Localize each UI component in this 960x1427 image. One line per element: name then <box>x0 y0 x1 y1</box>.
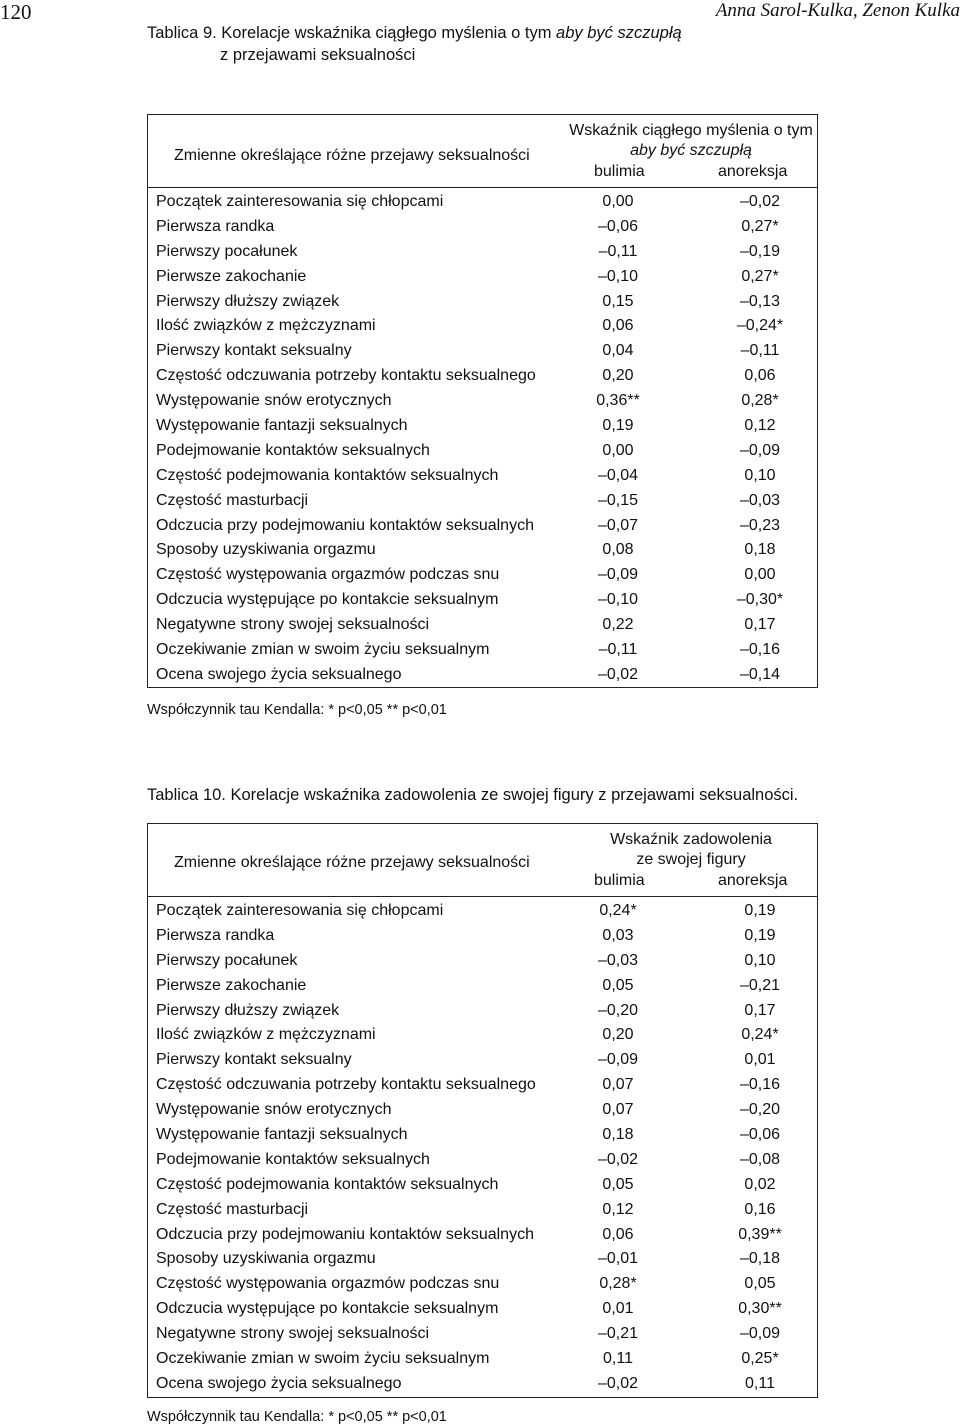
row-label: Negatywne strony swojej seksualności <box>156 616 430 634</box>
anoreksja-value: 0,17 <box>744 1001 776 1019</box>
anoreksja-value: –0,13 <box>739 292 781 310</box>
bulimia-value: 0,03 <box>602 926 634 944</box>
table10-body <box>148 897 817 1397</box>
table-row <box>148 190 817 215</box>
table10-caption: Tablica 10. Korelacje wskaźnika zadowolenia ze swojej figury z przejawami seksualności. <box>147 786 799 804</box>
row-label: Oczekiwanie zmian w swoim życiu seksualnym <box>156 641 490 659</box>
anoreksja-value: 0,30** <box>738 1300 782 1318</box>
bulimia-value: 0,20 <box>602 367 634 385</box>
anoreksja-value: 0,02 <box>744 1175 776 1193</box>
bulimia-value: –0,02 <box>597 1374 639 1392</box>
table-row <box>148 414 817 439</box>
table10-col-bulimia: bulimia <box>594 872 645 889</box>
table-row <box>148 1272 817 1297</box>
bulimia-value: 0,08 <box>602 541 634 559</box>
anoreksja-value: 0,01 <box>744 1051 776 1069</box>
bulimia-value: 0,01 <box>602 1300 634 1318</box>
row-label: Częstość występowania orgazmów podczas snu <box>156 1275 500 1293</box>
row-label: Ilość związków z mężczyznami <box>156 1026 376 1044</box>
bulimia-value: –0,09 <box>597 566 639 584</box>
anoreksja-value: 0,12 <box>744 417 776 435</box>
table-row <box>148 240 817 265</box>
table-row <box>148 1297 817 1322</box>
table-row <box>148 389 817 414</box>
row-label: Początek zainteresowania się chłopcami <box>156 193 444 210</box>
row-label: Pierwsza randka <box>156 217 275 235</box>
table-row <box>148 1347 817 1372</box>
table10-header-index-line1: Wskaźnik zadowolenia <box>610 831 772 848</box>
table9-col-bulimia: bulimia <box>594 163 645 180</box>
table9-caption-line2: z przejawami seksualności <box>220 46 416 64</box>
bulimia-value: –0,04 <box>597 466 639 484</box>
bulimia-value: –0,09 <box>597 1051 639 1069</box>
table-row <box>148 638 817 663</box>
row-label: Częstość odczuwania potrzeby kontaktu seksualnego <box>156 1076 536 1094</box>
bulimia-value: 0,15 <box>602 292 634 310</box>
table9-caption-italic: aby być szczupłą <box>556 24 682 42</box>
anoreksja-value: –0,21 <box>739 976 781 994</box>
row-label: Występowanie fantazji seksualnych <box>156 417 408 435</box>
table-row <box>148 265 817 290</box>
bulimia-value: –0,21 <box>597 1325 639 1343</box>
row-label: Pierwszy pocałunek <box>156 951 298 969</box>
anoreksja-value: 0,19 <box>744 902 776 919</box>
table-row <box>148 899 817 924</box>
row-label: Sposoby uzyskiwania orgazmu <box>156 1250 376 1268</box>
anoreksja-value: –0,06 <box>739 1126 781 1144</box>
anoreksja-value: –0,11 <box>740 342 780 360</box>
table9-header-index <box>563 121 819 161</box>
table9-caption-text: Tablica 9. Korelacje wskaźnika ciągłego myślenia o tym <box>147 24 557 42</box>
anoreksja-value: 0,39** <box>738 1225 782 1243</box>
anoreksja-value: 0,24* <box>741 1026 779 1044</box>
row-label: Odczucia występujące po kontakcie seksualnym <box>156 591 499 609</box>
bulimia-value: 0,06 <box>602 317 634 335</box>
anoreksja-value: –0,09 <box>739 441 781 459</box>
row-label: Występowanie snów erotycznych <box>156 1101 392 1119</box>
bulimia-value: 0,05 <box>602 1175 634 1193</box>
anoreksja-value: –0,23 <box>739 516 781 534</box>
table-row <box>148 439 817 464</box>
bulimia-value: –0,06 <box>597 217 639 235</box>
bulimia-value: 0,07 <box>602 1076 634 1094</box>
table-row <box>148 1148 817 1173</box>
table-row <box>148 1073 817 1098</box>
running-head: Anna Sarol-Kulka, Zenon Kulka <box>715 0 960 21</box>
row-label: Częstość występowania orgazmów podczas snu <box>156 566 500 584</box>
row-label: Negatywne strony swojej seksualności <box>156 1325 430 1343</box>
table-row <box>148 1198 817 1223</box>
bulimia-value: 0,04 <box>602 342 634 360</box>
anoreksja-value: –0,19 <box>739 242 781 260</box>
anoreksja-value: 0,18 <box>744 541 776 559</box>
bulimia-value: 0,00 <box>602 193 634 210</box>
bulimia-value: 0,28* <box>599 1275 637 1293</box>
anoreksja-value: 0,17 <box>744 616 776 634</box>
table-row <box>148 1247 817 1272</box>
anoreksja-value: –0,16 <box>739 1076 781 1094</box>
table-row <box>148 949 817 974</box>
table-row <box>148 613 817 638</box>
table9-caption <box>147 22 682 66</box>
anoreksja-value: 0,00 <box>744 566 776 584</box>
bulimia-value: –0,15 <box>597 491 639 509</box>
table9-header-index-line1: Wskaźnik ciągłego myślenia o tym <box>569 122 813 139</box>
row-label: Sposoby uzyskiwania orgazmu <box>156 541 376 559</box>
row-label: Występowanie snów erotycznych <box>156 392 392 410</box>
bulimia-value: –0,10 <box>597 267 639 285</box>
table10-header-index <box>563 830 819 870</box>
row-label: Odczucia przy podejmowaniu kontaktów seksualnych <box>156 1225 534 1243</box>
row-label: Ocena swojego życia seksualnego <box>156 665 402 683</box>
anoreksja-value: –0,16 <box>739 641 781 659</box>
row-label: Występowanie fantazji seksualnych <box>156 1126 408 1144</box>
table-row <box>148 290 817 315</box>
anoreksja-value: 0,25* <box>741 1350 779 1368</box>
bulimia-value: 0,12 <box>602 1200 634 1218</box>
bulimia-value: –0,03 <box>597 951 639 969</box>
row-label: Pierwszy kontakt seksualny <box>156 1051 352 1069</box>
bulimia-value: –0,11 <box>598 242 638 260</box>
table-row <box>148 538 817 563</box>
table9-header-index-line2: aby być szczupłą <box>630 142 752 159</box>
row-label: Częstość podejmowania kontaktów seksualnych <box>156 1175 499 1193</box>
table-row <box>148 563 817 588</box>
anoreksja-value: –0,24* <box>736 317 784 335</box>
anoreksja-value: –0,08 <box>739 1150 781 1168</box>
bulimia-value: 0,22 <box>602 616 634 634</box>
table9-header-variables: Zmienne określające różne przejawy seksualności <box>174 147 530 164</box>
bulimia-value: 0,24* <box>599 902 637 919</box>
anoreksja-value: 0,28* <box>741 392 779 410</box>
anoreksja-value: –0,20 <box>739 1101 781 1119</box>
table-row <box>148 588 817 613</box>
table-row <box>148 1123 817 1148</box>
anoreksja-value: –0,14 <box>739 665 781 683</box>
table-row <box>148 924 817 949</box>
table-row <box>148 1372 817 1397</box>
row-label: Ilość związków z mężczyznami <box>156 317 376 335</box>
table-row <box>148 999 817 1024</box>
table-row <box>148 1048 817 1073</box>
bulimia-value: 0,07 <box>602 1101 634 1119</box>
bulimia-value: 0,00 <box>602 441 634 459</box>
anoreksja-value: 0,16 <box>744 1200 776 1218</box>
row-label: Pierwszy kontakt seksualny <box>156 342 352 360</box>
bulimia-value: –0,20 <box>597 1001 639 1019</box>
bulimia-value: 0,05 <box>602 976 634 994</box>
table10 <box>147 823 818 1398</box>
anoreksja-value: –0,30* <box>736 591 784 609</box>
table-row <box>148 464 817 489</box>
row-label: Podejmowanie kontaktów seksualnych <box>156 1150 430 1168</box>
table10-col-anoreksja: anoreksja <box>718 872 788 889</box>
table-row <box>148 514 817 539</box>
table10-header-variables: Zmienne określające różne przejawy seksualności <box>174 854 530 871</box>
table9-footnote: Współczynnik tau Kendalla: * p<0,05 ** p<0,01 <box>147 702 447 718</box>
bulimia-value: 0,20 <box>602 1026 634 1044</box>
table9-body <box>148 188 817 688</box>
row-label: Pierwszy dłuższy związek <box>156 292 340 310</box>
table-row <box>148 215 817 240</box>
anoreksja-value: 0,06 <box>744 367 776 385</box>
table-row <box>148 314 817 339</box>
table-row <box>148 1223 817 1248</box>
anoreksja-value: 0,27* <box>741 217 779 235</box>
bulimia-value: –0,11 <box>598 641 638 659</box>
row-label: Częstość masturbacji <box>156 1200 309 1218</box>
table10-header <box>148 824 817 897</box>
row-label: Ocena swojego życia seksualnego <box>156 1374 402 1392</box>
row-label: Częstość odczuwania potrzeby kontaktu seksualnego <box>156 367 536 385</box>
anoreksja-value: 0,10 <box>744 466 776 484</box>
table-row <box>148 1322 817 1347</box>
bulimia-value: 0,18 <box>602 1126 634 1144</box>
table9 <box>147 114 818 688</box>
table-row <box>148 974 817 999</box>
table-row <box>148 489 817 514</box>
anoreksja-value: 0,19 <box>744 926 776 944</box>
row-label: Pierwsza randka <box>156 926 275 944</box>
table10-footnote: Współczynnik tau Kendalla: * p<0,05 ** p<0,01 <box>147 1409 447 1425</box>
table-row <box>148 1023 817 1048</box>
bulimia-value: –0,02 <box>597 1150 639 1168</box>
table-row <box>148 1098 817 1123</box>
row-label: Częstość masturbacji <box>156 491 309 509</box>
table-row <box>148 1173 817 1198</box>
row-label: Odczucia występujące po kontakcie seksualnym <box>156 1300 499 1318</box>
table-row <box>148 364 817 389</box>
anoreksja-value: –0,18 <box>739 1250 781 1268</box>
bulimia-value: 0,11 <box>603 1350 633 1368</box>
bulimia-value: –0,07 <box>597 516 639 534</box>
anoreksja-value: 0,27* <box>741 267 779 285</box>
anoreksja-value: –0,03 <box>739 491 781 509</box>
bulimia-value: 0,06 <box>602 1225 634 1243</box>
table-row <box>148 339 817 364</box>
row-label: Podejmowanie kontaktów seksualnych <box>156 441 430 459</box>
anoreksja-value: –0,02 <box>739 193 781 210</box>
row-label: Pierwszy dłuższy związek <box>156 1001 340 1019</box>
bulimia-value: 0,19 <box>602 417 634 435</box>
anoreksja-value: 0,05 <box>744 1275 776 1293</box>
bulimia-value: –0,10 <box>597 591 639 609</box>
row-label: Pierwsze zakochanie <box>156 976 307 994</box>
page-number: 120 <box>0 0 32 24</box>
anoreksja-value: 0,11 <box>745 1374 775 1392</box>
row-label: Pierwsze zakochanie <box>156 267 307 285</box>
bulimia-value: –0,01 <box>597 1250 639 1268</box>
row-label: Pierwszy pocałunek <box>156 242 298 260</box>
row-label: Odczucia przy podejmowaniu kontaktów seksualnych <box>156 516 534 534</box>
anoreksja-value: 0,10 <box>744 951 776 969</box>
row-label: Częstość podejmowania kontaktów seksualnych <box>156 466 499 484</box>
row-label: Początek zainteresowania się chłopcami <box>156 902 444 919</box>
table-row <box>148 663 817 688</box>
table9-col-anoreksja: anoreksja <box>718 163 788 180</box>
anoreksja-value: –0,09 <box>739 1325 781 1343</box>
bulimia-value: 0,36** <box>596 392 640 410</box>
bulimia-value: –0,02 <box>597 665 639 683</box>
table10-header-index-line2: ze swojej figury <box>636 851 746 868</box>
table9-header <box>148 115 817 188</box>
row-label: Oczekiwanie zmian w swoim życiu seksualnym <box>156 1350 490 1368</box>
